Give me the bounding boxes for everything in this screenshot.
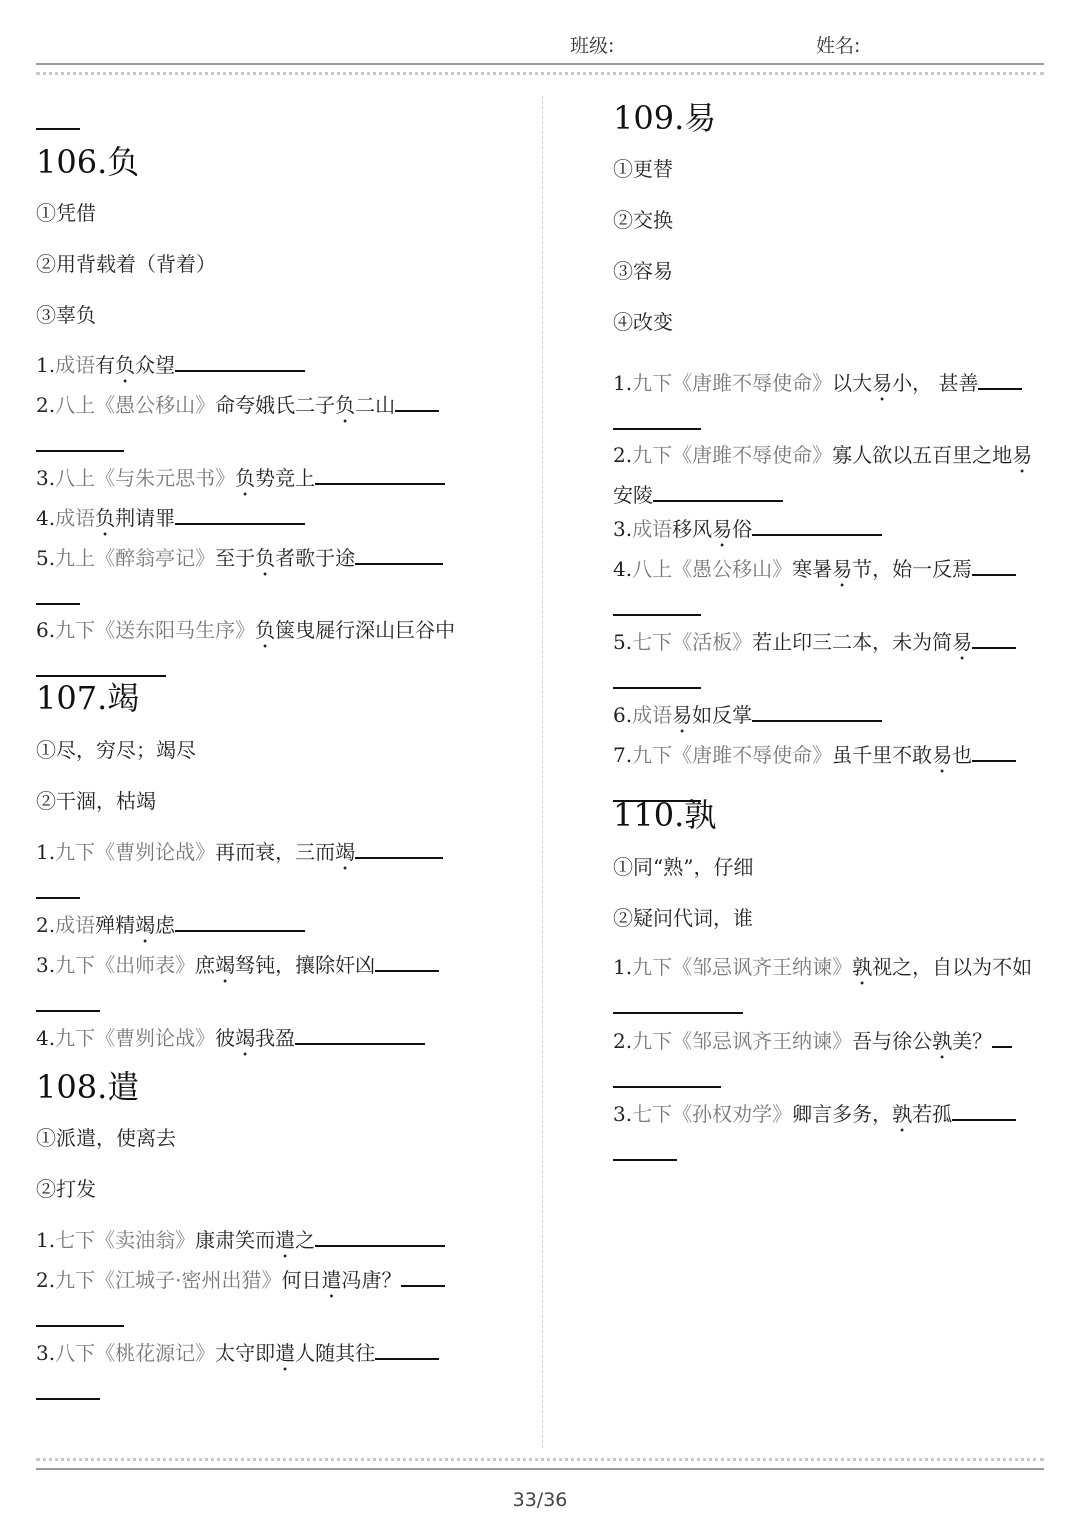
example-sentence	[613, 698, 1049, 738]
answer-blank[interactable]	[992, 1024, 1012, 1048]
answer-blank[interactable]	[972, 738, 1016, 762]
example-number: 4.	[36, 1026, 56, 1050]
example-sentence	[36, 348, 474, 388]
example-text: 若止印三二本，未为简	[752, 630, 953, 654]
answer-blank[interactable]	[36, 581, 80, 605]
example-number: 2.	[36, 913, 56, 937]
example-sentence	[36, 461, 474, 501]
entry-title: 109.易	[613, 99, 717, 137]
example-source: 九下《邹忌讽齐王纳谏》	[632, 1029, 853, 1053]
example-source: 九下《曹刿论战》	[55, 840, 216, 864]
answer-blank[interactable]	[315, 1223, 445, 1247]
column-divider	[542, 96, 543, 1448]
example-number: 6.	[36, 618, 56, 642]
example-sentence	[613, 951, 1049, 1024]
target-character: 孰	[852, 955, 873, 979]
meaning-item: ④改变	[613, 310, 673, 334]
example-text: 视之，自以为不如	[872, 955, 1033, 979]
example-number: 3.	[36, 953, 56, 977]
answer-blank[interactable]	[952, 1097, 1016, 1121]
example-sentence	[36, 908, 474, 948]
entry-106	[36, 142, 474, 329]
example-sentence	[36, 501, 474, 541]
example-source: 九下《送东阳马生序》	[55, 618, 256, 642]
target-character: 竭	[215, 953, 236, 977]
example-number: 3.	[613, 1102, 633, 1126]
answer-blank[interactable]	[36, 428, 124, 452]
target-character: 负	[255, 546, 276, 570]
example-sentence	[613, 1024, 1049, 1064]
target-character: 孰	[932, 1029, 953, 1053]
meaning-item: ①尽，穷尽；竭尽	[36, 738, 196, 762]
answer-blank[interactable]	[978, 366, 1022, 390]
example-text: 虑	[155, 913, 176, 937]
example-text: 殚精	[95, 913, 136, 937]
answer-blank[interactable]	[175, 348, 305, 372]
example-source: 八上《愚公移山》	[55, 393, 216, 417]
example-number: 7.	[613, 743, 633, 767]
answer-blank[interactable]	[613, 592, 701, 616]
example-blank-line	[36, 1376, 474, 1409]
target-character: 负	[95, 506, 116, 530]
target-character: 易	[1012, 443, 1033, 467]
entry-109-examples	[613, 366, 1049, 811]
example-text: 寡人欲以五百里之地	[832, 443, 1013, 467]
answer-blank[interactable]	[36, 1376, 100, 1400]
example-sentence	[36, 1263, 474, 1303]
example-text: 有	[95, 353, 116, 377]
example-blank-line	[613, 665, 1049, 698]
answer-blank[interactable]	[175, 908, 305, 932]
example-text: 节，始一反焉	[852, 557, 973, 581]
example-text: 再而衰，三而	[215, 840, 336, 864]
target-character: 负	[255, 618, 276, 642]
example-text: 何日	[281, 1268, 322, 1292]
example-sentence	[36, 1336, 474, 1376]
example-text: 康肃笑而	[195, 1228, 276, 1252]
answer-blank[interactable]	[355, 541, 443, 565]
example-text: 众望	[135, 353, 176, 377]
target-character: 易	[832, 557, 853, 581]
target-character: 易	[712, 517, 733, 541]
example-text: 冯唐？	[341, 1268, 402, 1292]
example-text: 者歌于途	[275, 546, 356, 570]
example-source: 七下《活板》	[632, 630, 753, 654]
answer-blank[interactable]	[752, 698, 882, 722]
target-character: 负	[235, 466, 256, 490]
answer-blank[interactable]	[613, 406, 701, 430]
meaning-item: ①凭借	[36, 201, 96, 225]
meaning-item: ②疑问代词，谁	[613, 906, 753, 930]
example-source: 八上《愚公移山》	[632, 557, 793, 581]
example-source: 七下《孙权劝学》	[632, 1102, 793, 1126]
example-source: 成语	[632, 703, 673, 727]
example-number: 2.	[36, 1268, 56, 1292]
answer-blank[interactable]	[613, 1064, 721, 1088]
example-text: 吾与徐公	[852, 1029, 933, 1053]
example-sentence	[36, 835, 474, 875]
target-character: 负	[115, 353, 136, 377]
example-source: 八下《桃花源记》	[55, 1341, 216, 1365]
example-sentence	[36, 541, 474, 581]
example-number: 1.	[613, 371, 633, 395]
header-rule	[36, 63, 1044, 65]
answer-blank[interactable]	[36, 1303, 124, 1327]
example-source: 八上《与朱元思书》	[55, 466, 236, 490]
answer-blank-continued	[36, 128, 80, 130]
answer-blank[interactable]	[395, 388, 439, 412]
example-number: 2.	[613, 1029, 633, 1053]
answer-blank[interactable]	[355, 835, 443, 859]
example-sentence	[36, 388, 474, 428]
target-character: 遣	[321, 1268, 342, 1292]
target-character: 易	[872, 371, 893, 395]
example-text: 移风	[672, 517, 713, 541]
example-number: 1.	[36, 353, 56, 377]
example-text: 寒暑	[792, 557, 833, 581]
answer-blank[interactable]	[36, 875, 80, 899]
example-source: 九下《江城子·密州出猎》	[55, 1268, 282, 1292]
example-text: 小， 甚善	[892, 371, 979, 395]
example-source: 成语	[55, 353, 96, 377]
answer-blank[interactable]	[175, 501, 305, 525]
entry-title: 110.孰	[613, 796, 717, 834]
target-character: 孰	[892, 1102, 913, 1126]
entry-108	[36, 1067, 474, 1203]
example-text: 二山	[355, 393, 396, 417]
example-text: 安陵	[613, 483, 653, 507]
target-character: 负	[335, 393, 356, 417]
example-text: 人随其往	[295, 1341, 376, 1365]
example-sentence	[613, 552, 1049, 592]
footer-rule	[36, 1468, 1044, 1470]
example-blank-line	[613, 592, 1049, 625]
meaning-item: ③容易	[613, 259, 673, 283]
target-character: 遣	[275, 1228, 296, 1252]
entry-title: 106.负	[36, 143, 140, 181]
example-text: 俗	[732, 517, 753, 541]
example-sentence	[613, 366, 1049, 406]
example-source: 九下《曹刿论战》	[55, 1026, 216, 1050]
example-sentence	[36, 1021, 474, 1061]
example-source: 九下《邹忌讽齐王纳谏》	[632, 955, 853, 979]
footer-dotted-rule	[36, 1458, 1044, 1461]
example-number: 3.	[613, 517, 633, 541]
meaning-item: ②打发	[36, 1177, 96, 1201]
example-number: 6.	[613, 703, 633, 727]
example-text: 驽钝，攘除奸凶	[235, 953, 376, 977]
example-text: 箧曳屣行深山巨谷中	[275, 618, 456, 642]
entry-title: 108.遣	[36, 1068, 140, 1106]
example-number: 4.	[613, 557, 633, 581]
example-number: 1.	[36, 840, 56, 864]
example-text: 虽千里不敢	[832, 743, 933, 767]
entry-107-examples	[36, 835, 474, 1061]
example-text: 如反掌	[692, 703, 753, 727]
example-text: 我盈	[255, 1026, 296, 1050]
example-sentence	[613, 738, 1049, 778]
example-text: 命夸娥氏二子	[215, 393, 336, 417]
meaning-item: ②干涸，枯竭	[36, 789, 156, 813]
answer-blank[interactable]	[36, 653, 166, 677]
example-blank-line	[613, 406, 1049, 439]
example-text: 以大	[832, 371, 873, 395]
example-text: 卿言多务，	[792, 1102, 893, 1126]
example-text: 至于	[215, 546, 256, 570]
entry-106-examples	[36, 348, 474, 687]
example-number: 5.	[613, 630, 633, 654]
example-source: 成语	[55, 913, 96, 937]
example-sentence	[613, 439, 1049, 512]
answer-blank[interactable]	[401, 1263, 445, 1287]
example-source: 成语	[632, 517, 673, 541]
answer-blank[interactable]	[972, 552, 1016, 576]
example-blank-line	[36, 581, 474, 614]
answer-blank[interactable]	[613, 1137, 677, 1161]
example-text: 之	[295, 1228, 316, 1252]
header-dotted-rule	[36, 72, 1044, 75]
example-number: 1.	[36, 1228, 56, 1252]
example-number: 4.	[36, 506, 56, 530]
example-number: 2.	[36, 393, 56, 417]
example-text: 若孤	[912, 1102, 953, 1126]
answer-blank[interactable]	[972, 625, 1016, 649]
entry-109	[613, 98, 1049, 336]
answer-blank[interactable]	[375, 1336, 439, 1360]
example-blank-line	[36, 875, 474, 908]
entry-107	[36, 678, 474, 815]
example-blank-line	[36, 1303, 474, 1336]
target-character: 竭	[135, 913, 156, 937]
example-source: 九下《唐雎不辱使命》	[632, 371, 833, 395]
example-text: 也	[952, 743, 973, 767]
example-text: 彼	[215, 1026, 236, 1050]
example-source: 九上《醉翁亭记》	[55, 546, 216, 570]
example-text: 势竞上	[255, 466, 316, 490]
meaning-item: ②交换	[613, 208, 673, 232]
entry-110	[613, 795, 1049, 932]
example-number: 5.	[36, 546, 56, 570]
example-blank-line	[36, 428, 474, 461]
example-sentence	[36, 948, 474, 988]
example-blank-line	[613, 1064, 1049, 1097]
example-sentence	[613, 1097, 1049, 1137]
page-number: 33/36	[512, 1489, 568, 1511]
target-character: 遣	[275, 1341, 296, 1365]
target-character: 易	[952, 630, 973, 654]
example-text: 荆请罪	[115, 506, 176, 530]
answer-blank[interactable]	[653, 478, 783, 502]
page-header	[36, 0, 1044, 76]
example-source: 七下《卖油翁》	[55, 1228, 196, 1252]
answer-blank[interactable]	[613, 990, 743, 1014]
answer-blank[interactable]	[752, 512, 882, 536]
example-sentence	[613, 625, 1049, 665]
answer-blank[interactable]	[36, 988, 100, 1012]
meaning-item: ①更替	[613, 157, 673, 181]
example-number: 3.	[36, 466, 56, 490]
answer-blank[interactable]	[315, 461, 445, 485]
example-text: 庶	[195, 953, 216, 977]
meaning-item: ②用背载着（背着）	[36, 252, 216, 276]
example-source: 九下《出师表》	[55, 953, 196, 977]
target-character: 竭	[335, 840, 356, 864]
example-blank-line	[36, 988, 474, 1021]
example-sentence	[36, 1223, 474, 1263]
target-character: 易	[932, 743, 953, 767]
example-blank-line	[613, 1137, 1049, 1170]
example-number: 3.	[36, 1341, 56, 1365]
answer-blank[interactable]	[613, 665, 701, 689]
meaning-item: ③辜负	[36, 303, 96, 327]
answer-blank[interactable]	[295, 1021, 425, 1045]
entry-108-examples	[36, 1223, 474, 1409]
example-source: 九下《唐雎不辱使命》	[632, 443, 833, 467]
example-source: 成语	[55, 506, 96, 530]
example-number: 2.	[613, 443, 633, 467]
example-number: 1.	[613, 955, 633, 979]
meaning-item: ①同“熟”，仔细	[613, 855, 754, 879]
target-character: 易	[672, 703, 693, 727]
class-label: 班级:	[570, 35, 615, 57]
example-text: 太守即	[215, 1341, 276, 1365]
example-source: 九下《唐雎不辱使命》	[632, 743, 833, 767]
entry-title: 107.竭	[36, 679, 140, 717]
answer-blank[interactable]	[375, 948, 439, 972]
entry-110-examples	[613, 951, 1049, 1170]
example-text: 美？	[952, 1029, 993, 1053]
target-character: 竭	[235, 1026, 256, 1050]
name-label: 姓名:	[816, 35, 861, 57]
example-sentence	[613, 512, 1049, 552]
meaning-item: ①派遣，使离去	[36, 1126, 176, 1150]
example-sentence	[36, 614, 474, 687]
